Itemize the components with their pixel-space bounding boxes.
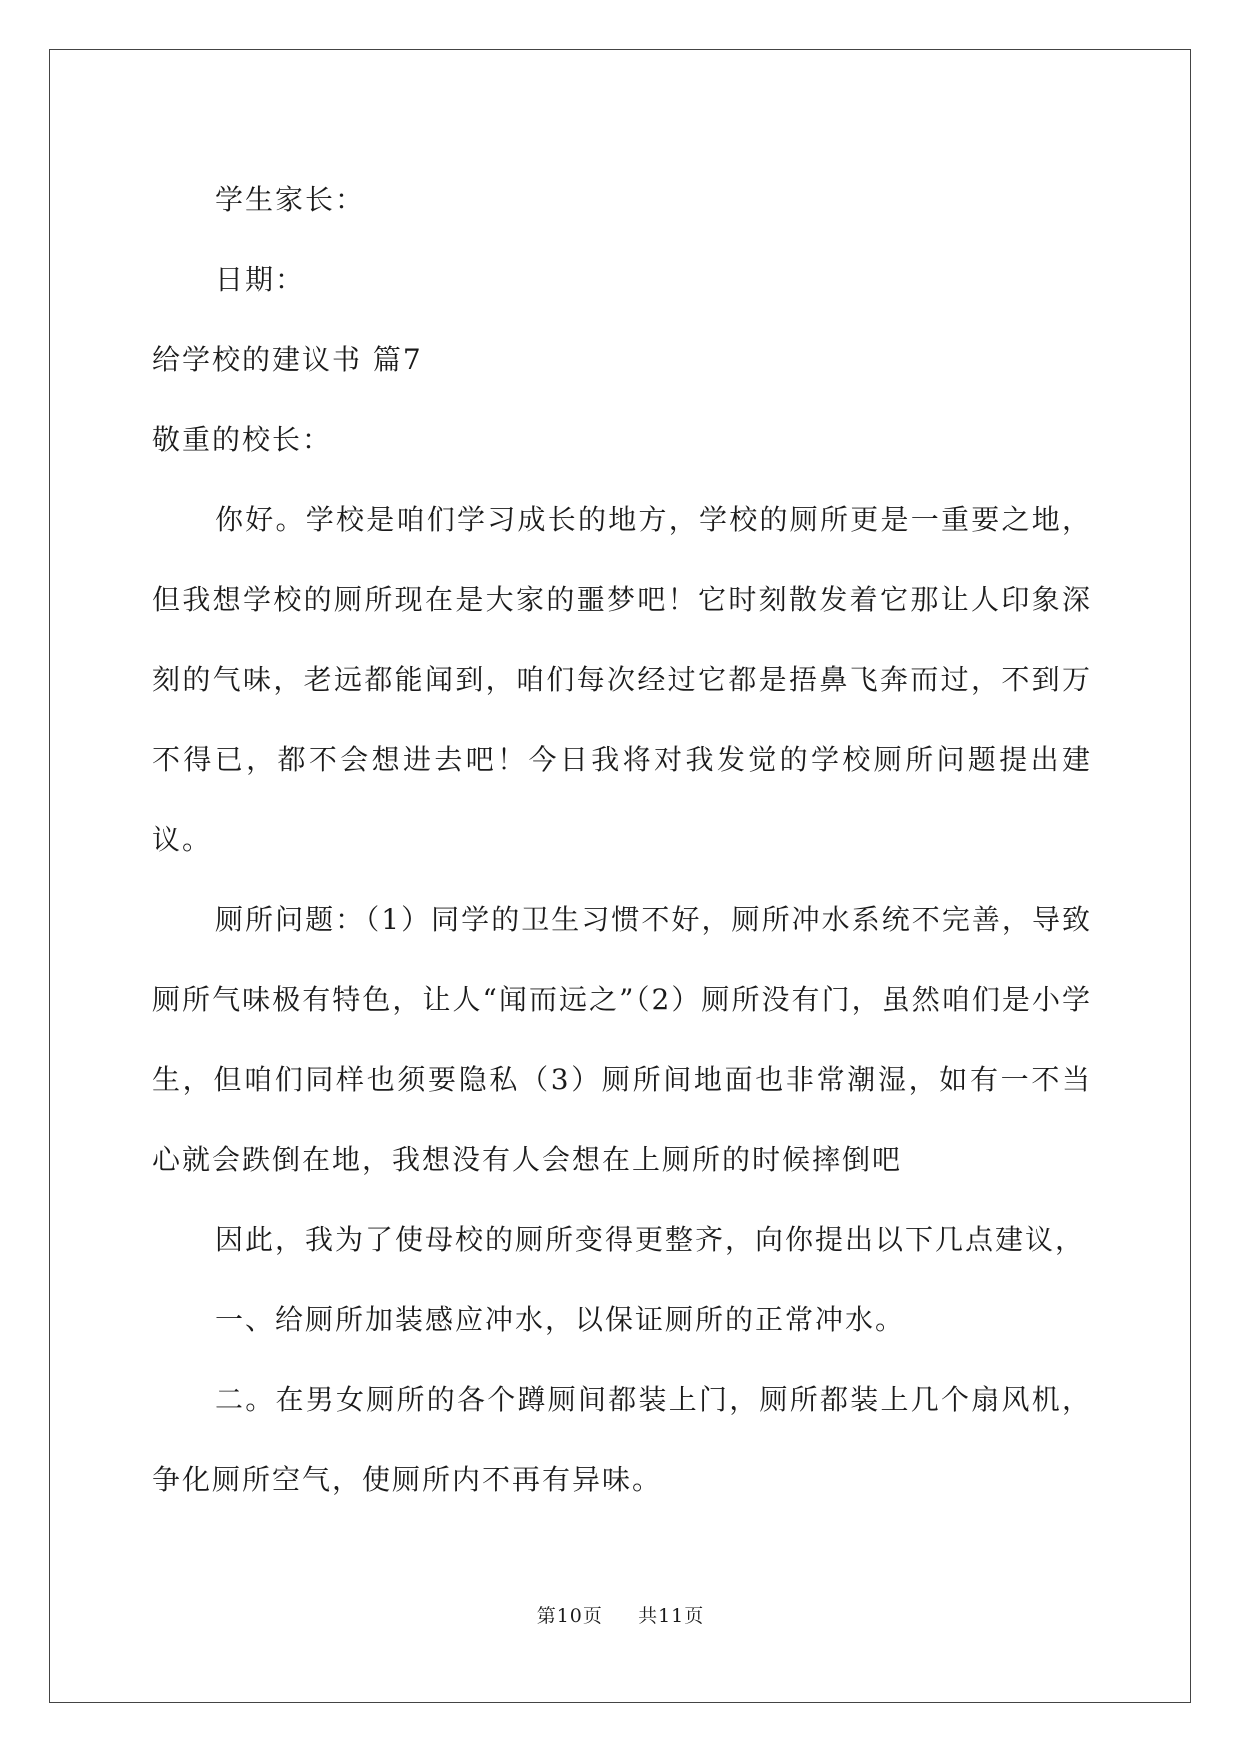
page-footer [0, 1601, 1241, 1628]
page-number: 第10页 [536, 1605, 603, 1627]
paragraph: 你好。学校是咱们学习成长的地方，学校的厕所更是一重要之地，但我想学校的厕所现在是大家的噩梦吧！它时刻散发着它那让人印象深刻的气味，老远都能闻到，咱们每次经过它都是捂鼻飞奔而过，不到万不得已，都不会想进去吧！今日我将对我发觉的学校厕所问题提出建议。 [152, 503, 1092, 856]
paragraph: 二。在男女厕所的各个蹲厕间都装上门，厕所都装上几个扇风机，争化厕所空气，使厕所内不再有异味。 [152, 1383, 1092, 1496]
paragraph: 厕所问题：（1）同学的卫生习惯不好，厕所冲水系统不完善，导致厕所气味极有特色，让人“闻而远之”（2）厕所没有门，虽然咱们是小学生，但咱们同样也须要隐私（3）厕所间地面也非常潮湿，如有一不当心就会跌倒在地，我想没有人会想在上厕所的时候摔倒吧 [152, 903, 1092, 1176]
signature-date: 日期： [215, 263, 306, 296]
page-total: 共11页 [638, 1605, 705, 1627]
document-body [152, 160, 1092, 1520]
signature-parent: 学生家长： [215, 183, 366, 216]
section-heading: 给学校的建议书 篇7 [152, 343, 423, 376]
salutation: 敬重的校长： [152, 423, 333, 456]
paragraph: 因此，我为了使母校的厕所变得更整齐，向你提出以下几点建议， [215, 1223, 1086, 1256]
paragraph: 一、给厕所加装感应冲水，以保证厕所的正常冲水。 [215, 1303, 906, 1336]
